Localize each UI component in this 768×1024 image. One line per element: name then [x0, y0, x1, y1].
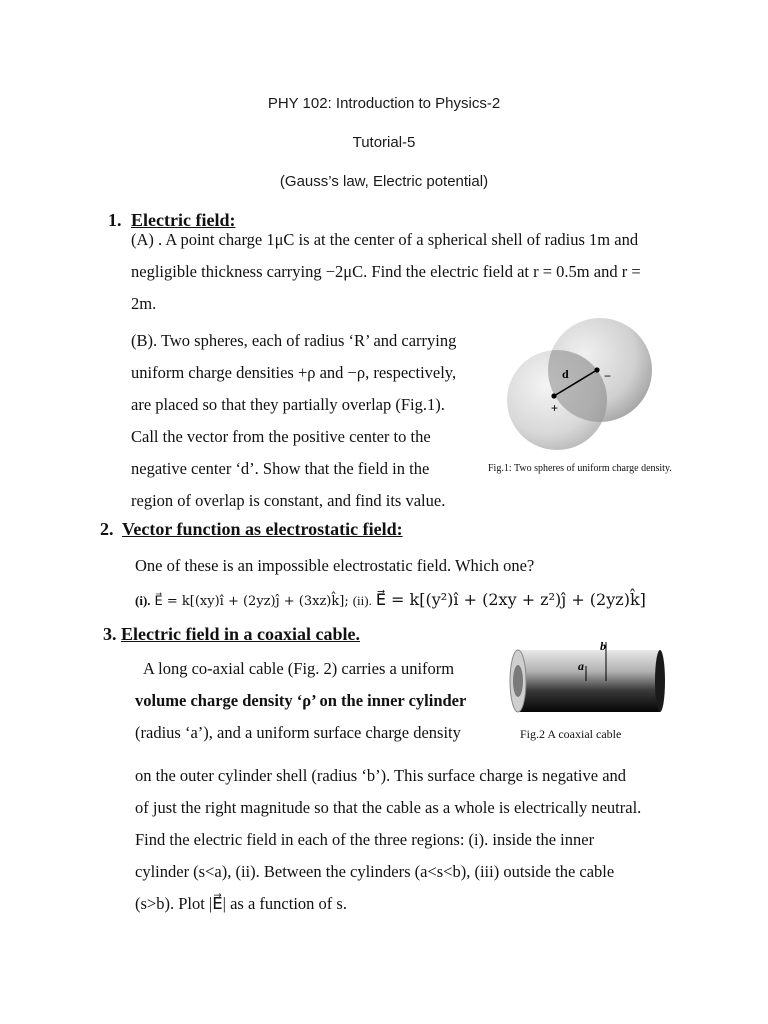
q3-line-6: Find the electric field in each of the three regions: (i). inside the inner	[135, 830, 595, 849]
q1a-line-1: (A) . A point charge 1μC is at the center of a spherical shell of radius 1m and	[131, 230, 639, 249]
tutorial-title: Tutorial-5	[352, 134, 416, 151]
q2-options	[135, 590, 646, 610]
inner-cylinder-end	[513, 665, 523, 697]
d-label: d	[562, 367, 569, 381]
q3-line-8: (s>b). Plot |E⃗| as a function of s.	[135, 894, 347, 913]
q2-title: Vector function as electrostatic field:	[122, 519, 403, 539]
q1a-text	[131, 224, 676, 320]
q1b-line-6: region of overlap is constant, and find its value.	[131, 491, 446, 510]
q1b-line-2: uniform charge densities +ρ and −ρ, respectively,	[131, 363, 457, 382]
q3-line-1: A long co-axial cable (Fig. 2) carries a uniform	[143, 659, 455, 678]
tutorial-topics: (Gauss’s law, Electric potential)	[279, 173, 489, 190]
q1-number: 1.	[108, 210, 122, 230]
fig1-caption: Fig.1: Two spheres of uniform charge density.	[488, 463, 672, 474]
fig2-caption: Fig.2 A coaxial cable	[520, 727, 622, 741]
plus-label: +	[551, 401, 559, 415]
q2-prompt: One of these is an impossible electrostatic field. Which one?	[135, 556, 535, 575]
q1b-line-1: (B). Two spheres, each of radius ‘R’ and carrying	[131, 331, 457, 350]
option-i-field: E⃗ = k[(xy)î + (2yz)ĵ + (3xz)k̂];	[154, 594, 349, 609]
cable-far-end	[655, 650, 665, 712]
option-ii-field: E⃗ = k[(y²)î + (2xy + z²)ĵ + (2yz)k̂]	[375, 590, 646, 609]
course-title: PHY 102: Introduction to Physics-2	[267, 95, 501, 112]
option-ii-label: (ii).	[352, 593, 372, 608]
q3-line-4: on the outer cylinder shell (radius ‘b’). This surface charge is negative and	[135, 766, 627, 785]
q3-text-short	[135, 653, 495, 749]
q1b-text	[131, 325, 491, 517]
negative-center	[594, 367, 599, 372]
q3-line-2: volume charge density ‘ρ’ on the inner cylinder	[135, 691, 467, 710]
q1-title: Electric field:	[131, 210, 236, 230]
q1b-line-5: negative center ‘d’. Show that the field in the	[131, 459, 430, 478]
option-i-label: (i).	[135, 593, 151, 608]
minus-label: −	[604, 369, 612, 383]
b-label: b	[600, 639, 606, 653]
q3-number: 3.	[103, 624, 117, 644]
q2-number: 2.	[100, 519, 114, 539]
outer-cylinder	[516, 650, 660, 712]
q1b-line-4: Call the vector from the positive center to the	[131, 427, 431, 446]
figure-coaxial-cable	[506, 630, 666, 720]
q3-line-3: (radius ‘a’), and a uniform surface charge density	[135, 723, 461, 742]
figure-two-spheres	[500, 312, 680, 462]
q1b-line-3: are placed so that they partially overlap (Fig.1).	[131, 395, 445, 414]
q1a-line-3: 2m.	[131, 294, 157, 313]
q3-title: Electric field in a coaxial cable.	[121, 624, 360, 644]
q3-line-5: of just the right magnitude so that the cable as a whole is electrically neutral.	[135, 798, 642, 817]
q1a-line-2: negligible thickness carrying −2μC. Find the electric field at r = 0.5m and r =	[131, 262, 641, 281]
a-label: a	[578, 659, 584, 673]
q3-line-7: cylinder (s<a), (ii). Between the cylinders (a<s<b), (iii) outside the cable	[135, 862, 615, 881]
positive-center	[551, 393, 556, 398]
q3-text-full	[135, 760, 678, 920]
